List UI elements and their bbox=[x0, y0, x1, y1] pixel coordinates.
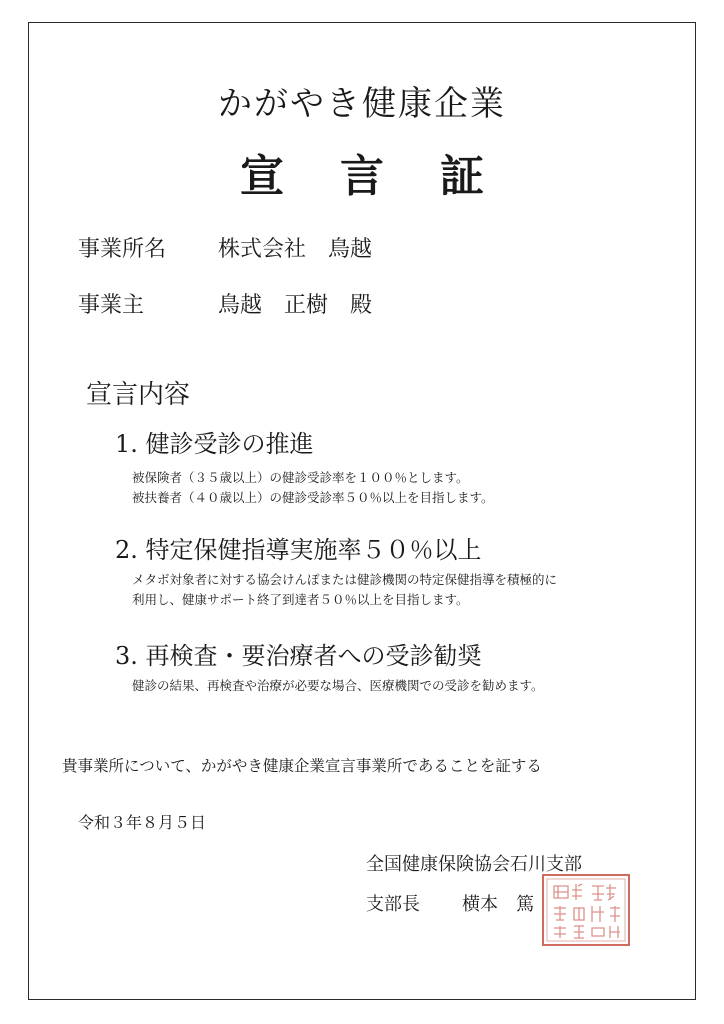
issue-date: 令和３年８月５日 bbox=[78, 813, 207, 832]
desc-line: 被扶養者（４０歳以上）の健診受診率５０％以上を目指します。 bbox=[132, 490, 494, 505]
business-name-value: 株式会社 鳥越 bbox=[218, 237, 373, 262]
business-owner-row bbox=[78, 288, 372, 319]
issuer-signer bbox=[366, 890, 534, 916]
issuer-organization: 全国健康保険協会石川支部 bbox=[366, 854, 582, 875]
declaration-item-title: 2. 特定保健指導実施率５０％以上 bbox=[115, 536, 482, 564]
subtitle-char: 言 bbox=[340, 151, 384, 202]
business-name-row bbox=[78, 232, 372, 263]
declaration-item-desc bbox=[132, 570, 557, 610]
certificate-subtitle bbox=[0, 140, 724, 204]
declaration-item-title: 1. 健診受診の推進 bbox=[115, 430, 314, 458]
subtitle-char: 証 bbox=[440, 151, 484, 202]
business-owner-value: 鳥越 正樹 殿 bbox=[218, 293, 373, 318]
subtitle-char: 宣 bbox=[240, 151, 284, 202]
desc-line: 被保険者（３５歳以上）の健診受診率を１００％とします。 bbox=[132, 470, 469, 485]
declaration-item-title: 3. 再検査・要治療者への受診勧奨 bbox=[115, 642, 482, 670]
business-owner-label: 事業主 bbox=[78, 293, 145, 318]
certificate-title: かがやき健康企業 bbox=[218, 84, 506, 124]
declaration-item-desc bbox=[132, 676, 544, 696]
certification-statement: 貴事業所について、かがやき健康企業宣言事業所であることを証する bbox=[62, 757, 542, 775]
desc-line: メタボ対象者に対する協会けんぽまたは健診機関の特定保健指導を積極的に bbox=[132, 572, 558, 587]
business-name-label: 事業所名 bbox=[78, 237, 167, 262]
declaration-heading: 宣言内容 bbox=[86, 380, 191, 410]
desc-line: 健診の結果、再検査や治療が必要な場合、医療機関での受診を勧めます。 bbox=[132, 678, 544, 693]
issuer-role: 支部長 bbox=[366, 894, 420, 915]
desc-line: 利用し、健康サポート終了到達者５０％以上を目指します。 bbox=[132, 592, 469, 607]
official-seal bbox=[540, 872, 632, 948]
issuer-name: 横本 篤 bbox=[462, 894, 534, 915]
declaration-item-desc bbox=[132, 468, 494, 508]
